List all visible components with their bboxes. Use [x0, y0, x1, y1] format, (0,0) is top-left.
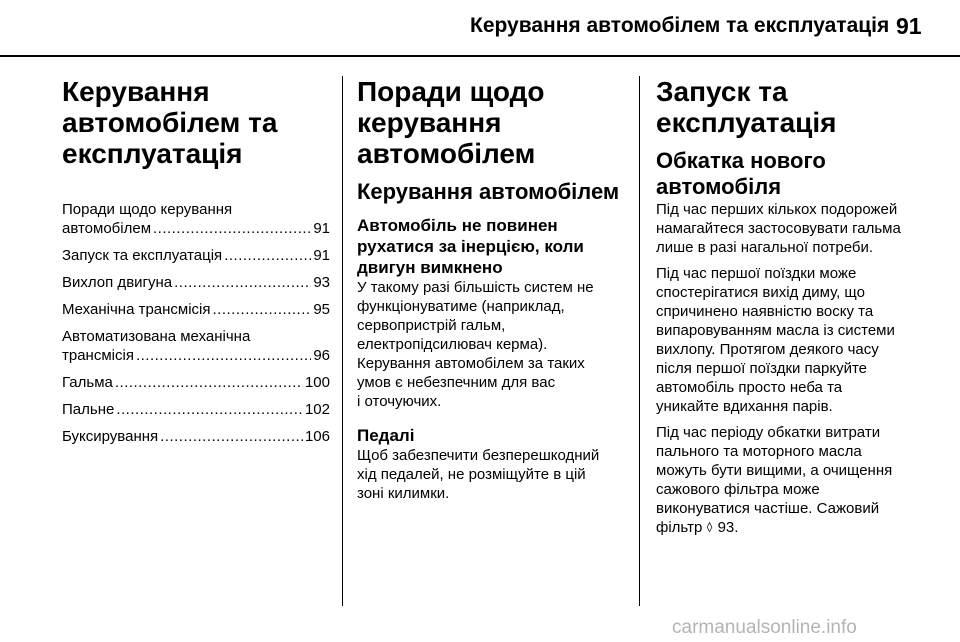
text-line: умов є небезпечним для вас: [357, 374, 556, 391]
header-rule: [0, 55, 960, 57]
page-reference-link[interactable]: 93.: [717, 519, 739, 536]
toc-page-number: 95: [313, 301, 330, 318]
toc-entry-line: [62, 400, 330, 419]
text-line: можуть бути вищими, а очищення: [656, 462, 893, 479]
column-starting-operating: [656, 76, 936, 537]
paragraph-braking: [656, 200, 936, 257]
running-in-heading: [656, 148, 936, 200]
text-line: після першої поїздки паркуйте: [656, 360, 868, 377]
text-line: спостерігатися вихід диму, що: [656, 284, 865, 301]
section-title-line: автомобілем: [357, 138, 536, 169]
text-line: Керування автомобілем за таких: [357, 355, 585, 372]
pedals-heading: Педалі: [357, 426, 415, 445]
toc-entry-line: [62, 273, 330, 292]
page-reference-arrow-icon: ◊: [707, 519, 713, 535]
coasting-heading: [357, 215, 629, 278]
toc-entry[interactable]: [62, 246, 330, 265]
toc-page-number: 91: [313, 247, 330, 264]
heading-line: рухатися за інерцією, коли: [357, 237, 584, 256]
toc-dot-leader: [136, 346, 311, 365]
chapter-title-line: експлуатація: [62, 138, 243, 169]
toc-entry-title: автомобілем: [62, 220, 152, 237]
toc-entry-title-line: Поради щодо керування: [62, 201, 233, 218]
watermark: carmanualsonline.info: [672, 617, 857, 638]
toc-entry[interactable]: [62, 427, 330, 446]
toc-dot-leader: [116, 400, 303, 419]
paragraph-consumption: [656, 423, 936, 537]
toc-entry-title: Гальма: [62, 374, 113, 391]
text-line: спричинено наявністю воску та: [656, 303, 874, 320]
toc-entry-title: Вихлоп двигуна: [62, 274, 173, 291]
page-number: 91: [896, 13, 922, 39]
toc-entry-title: трансмісія: [62, 347, 134, 364]
toc-entry[interactable]: [62, 200, 330, 238]
text-line: лише в разі нагальної потреби.: [656, 239, 874, 256]
text-line: [656, 518, 936, 537]
pedals-text: [357, 446, 629, 503]
column-divider-right: [639, 76, 640, 606]
text-line: і оточуючих.: [357, 393, 442, 410]
text-line: функціонуватиме (наприклад,: [357, 298, 565, 315]
column-divider-left: [342, 76, 343, 606]
toc-entry-line: [62, 427, 330, 446]
subsection-title: Керування автомобілем: [357, 179, 620, 204]
toc-entry-line: [62, 346, 330, 365]
text-line: хід педалей, не розміщуйте в цій: [357, 466, 586, 483]
toc-page-number: 93: [313, 274, 330, 291]
text-line: виконуватися частіше. Сажовий: [656, 500, 880, 517]
paragraph-smoke: [656, 264, 936, 416]
toc-entry-line: [62, 300, 330, 319]
text-line: Щоб забезпечити безперешкодний: [357, 447, 600, 464]
toc-dot-leader: [153, 219, 311, 238]
toc-dot-leader: [224, 246, 311, 265]
section-title: [656, 76, 936, 138]
toc-page-number: 91: [313, 220, 330, 237]
toc-entry-line: [62, 219, 330, 238]
heading-line: двигун вимкнено: [357, 258, 503, 277]
toc-page-number: 100: [304, 374, 330, 391]
section-title-line: Запуск та: [656, 76, 788, 107]
toc-entry-line: [62, 373, 330, 392]
text-line: випаровуванням масла із системи: [656, 322, 895, 339]
text-line: Під час перших кількох подорожей: [656, 201, 898, 218]
toc-entry[interactable]: [62, 273, 330, 292]
toc-entry-title: Механічна трансмісія: [62, 301, 211, 318]
toc-page-number: 106: [304, 428, 330, 445]
toc-dot-leader: [213, 300, 312, 319]
text-line: зоні килимки.: [357, 485, 450, 502]
text-line: автомобіль просто неба та: [656, 379, 843, 396]
toc-dot-leader: [115, 373, 303, 392]
heading-line: Автомобіль не повинен: [357, 216, 558, 235]
header-title: Керування автомобілем та експлуатація: [470, 14, 890, 37]
toc-page-number: 96: [313, 347, 330, 364]
text-fragment: фільтр: [656, 519, 703, 536]
chapter-title: [62, 76, 330, 169]
column-driving-tips: [357, 76, 629, 503]
section-title-line: керування: [357, 107, 502, 138]
text-line: Під час першої поїздки може: [656, 265, 857, 282]
section-title-line: експлуатація: [656, 107, 837, 138]
toc-entry-line: [62, 246, 330, 265]
toc-entry[interactable]: [62, 373, 330, 392]
section-title: [357, 76, 629, 169]
text-line: сервопристрій гальм,: [357, 317, 506, 334]
heading-line: Обкатка нового: [656, 148, 826, 173]
heading-line: автомобіля: [656, 174, 782, 199]
toc-entry-title: Буксирування: [62, 428, 159, 445]
coasting-text: [357, 278, 629, 411]
toc-page-number: 102: [304, 401, 330, 418]
text-line: сажового фільтра може: [656, 481, 820, 498]
chapter-title-line: Керування: [62, 76, 210, 107]
chapter-title-line: автомобілем та: [62, 107, 278, 138]
page-header: [0, 0, 960, 62]
text-line: пального та моторного масла: [656, 443, 862, 460]
text-line: У такому разі більшість систем не: [357, 279, 594, 296]
text-line: вихлопу. Протягом деякого часу: [656, 341, 879, 358]
text-line: уникайте вдихання парів.: [656, 398, 833, 415]
toc-entry[interactable]: [62, 300, 330, 319]
toc-entry[interactable]: [62, 327, 330, 365]
text-line: намагайтеся застосовувати гальма: [656, 220, 901, 237]
table-of-contents: [62, 200, 330, 446]
toc-entry[interactable]: [62, 400, 330, 419]
toc-entry-title-line: Автоматизована механічна: [62, 328, 251, 345]
toc-entry-title: Пальне: [62, 401, 115, 418]
toc-dot-leader: [160, 427, 303, 446]
section-title-line: Поради щодо: [357, 76, 545, 107]
column-toc: [62, 76, 330, 454]
toc-entry-title: Запуск та експлуатація: [62, 247, 223, 264]
text-line: електропідсилювач керма).: [357, 336, 548, 353]
toc-dot-leader: [174, 273, 311, 292]
text-line: Під час періоду обкатки витрати: [656, 424, 881, 441]
